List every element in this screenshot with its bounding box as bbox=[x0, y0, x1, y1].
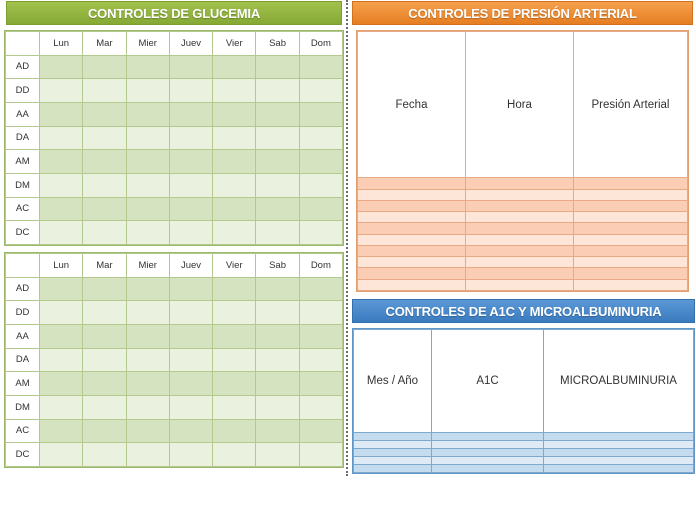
entry-cell[interactable] bbox=[256, 79, 299, 103]
entry-cell[interactable] bbox=[358, 245, 466, 256]
row-label: DA bbox=[6, 348, 40, 372]
entry-cell[interactable] bbox=[126, 102, 169, 126]
entry-cell[interactable] bbox=[213, 443, 256, 467]
table-row bbox=[6, 126, 343, 150]
day-header: Dom bbox=[299, 32, 342, 56]
entry-cell[interactable] bbox=[126, 79, 169, 103]
entry-cell[interactable] bbox=[432, 433, 544, 441]
entry-cell[interactable] bbox=[126, 419, 169, 443]
table-row bbox=[6, 102, 343, 126]
entry-cell[interactable] bbox=[213, 221, 256, 245]
entry-cell[interactable] bbox=[213, 55, 256, 79]
entry-cell[interactable] bbox=[354, 441, 432, 449]
entry-cell[interactable] bbox=[299, 348, 342, 372]
day-header: Mier bbox=[126, 32, 169, 56]
entry-cell[interactable] bbox=[169, 126, 212, 150]
header-row bbox=[354, 330, 694, 433]
entry-cell[interactable] bbox=[40, 150, 83, 174]
entry-cell[interactable] bbox=[213, 395, 256, 419]
table-row bbox=[6, 277, 343, 301]
entry-cell[interactable] bbox=[126, 301, 169, 325]
entry-cell[interactable] bbox=[299, 443, 342, 467]
a1c-title: CONTROLES DE A1C Y MICROALBUMINURIA bbox=[352, 299, 695, 323]
header-row bbox=[358, 32, 688, 178]
entry-cell[interactable] bbox=[466, 257, 574, 268]
row-label: AD bbox=[6, 55, 40, 79]
entry-cell[interactable] bbox=[256, 443, 299, 467]
table-row bbox=[358, 268, 688, 279]
day-header: Juev bbox=[169, 32, 212, 56]
entry-cell[interactable] bbox=[544, 441, 694, 449]
entry-cell[interactable] bbox=[466, 200, 574, 211]
presion-table bbox=[356, 30, 689, 292]
row-label: DC bbox=[6, 443, 40, 467]
entry-cell[interactable] bbox=[574, 234, 688, 245]
entry-cell[interactable] bbox=[256, 419, 299, 443]
table-row bbox=[6, 55, 343, 79]
entry-cell[interactable] bbox=[83, 372, 126, 396]
entry-cell[interactable] bbox=[83, 443, 126, 467]
table-row bbox=[358, 245, 688, 256]
entry-cell[interactable] bbox=[169, 102, 212, 126]
entry-cell[interactable] bbox=[213, 79, 256, 103]
entry-cell[interactable] bbox=[256, 126, 299, 150]
entry-cell[interactable] bbox=[40, 348, 83, 372]
table-row bbox=[6, 372, 343, 396]
entry-cell[interactable] bbox=[40, 102, 83, 126]
entry-cell[interactable] bbox=[83, 221, 126, 245]
entry-cell[interactable] bbox=[299, 150, 342, 174]
row-label: AA bbox=[6, 324, 40, 348]
entry-cell[interactable] bbox=[574, 200, 688, 211]
day-header: Sab bbox=[256, 254, 299, 278]
entry-cell[interactable] bbox=[466, 279, 574, 290]
column-header: Hora bbox=[466, 32, 574, 178]
entry-cell[interactable] bbox=[256, 221, 299, 245]
day-header: Sab bbox=[256, 32, 299, 56]
entry-cell[interactable] bbox=[574, 223, 688, 234]
entry-cell[interactable] bbox=[213, 301, 256, 325]
entry-cell[interactable] bbox=[358, 257, 466, 268]
entry-cell[interactable] bbox=[466, 189, 574, 200]
entry-cell[interactable] bbox=[169, 55, 212, 79]
entry-cell[interactable] bbox=[354, 433, 432, 441]
entry-cell[interactable] bbox=[256, 150, 299, 174]
entry-cell[interactable] bbox=[169, 221, 212, 245]
entry-cell[interactable] bbox=[169, 443, 212, 467]
entry-cell[interactable] bbox=[466, 234, 574, 245]
entry-cell[interactable] bbox=[256, 173, 299, 197]
entry-cell[interactable] bbox=[83, 55, 126, 79]
entry-cell[interactable] bbox=[40, 324, 83, 348]
table-row bbox=[6, 197, 343, 221]
entry-cell[interactable] bbox=[213, 150, 256, 174]
presion-title: CONTROLES DE PRESIÓN ARTERIAL bbox=[352, 1, 693, 25]
entry-cell[interactable] bbox=[299, 55, 342, 79]
entry-cell[interactable] bbox=[40, 395, 83, 419]
entry-cell[interactable] bbox=[169, 419, 212, 443]
entry-cell[interactable] bbox=[299, 79, 342, 103]
row-label: AC bbox=[6, 419, 40, 443]
entry-cell[interactable] bbox=[83, 301, 126, 325]
entry-cell[interactable] bbox=[40, 55, 83, 79]
table-row bbox=[6, 443, 343, 467]
entry-cell[interactable] bbox=[299, 221, 342, 245]
entry-cell[interactable] bbox=[574, 178, 688, 189]
day-header: Mier bbox=[126, 254, 169, 278]
column-header: Mes / Año bbox=[354, 330, 432, 433]
entry-cell[interactable] bbox=[83, 173, 126, 197]
row-label: AM bbox=[6, 150, 40, 174]
entry-cell[interactable] bbox=[40, 173, 83, 197]
entry-cell[interactable] bbox=[466, 268, 574, 279]
entry-cell[interactable] bbox=[83, 348, 126, 372]
day-header: Dom bbox=[299, 254, 342, 278]
entry-cell[interactable] bbox=[83, 150, 126, 174]
entry-cell[interactable] bbox=[574, 268, 688, 279]
entry-cell[interactable] bbox=[358, 279, 466, 290]
entry-cell[interactable] bbox=[126, 197, 169, 221]
glucemia-table-2 bbox=[4, 252, 344, 468]
entry-cell[interactable] bbox=[358, 189, 466, 200]
entry-cell[interactable] bbox=[299, 372, 342, 396]
entry-cell[interactable] bbox=[432, 441, 544, 449]
table-row bbox=[354, 449, 694, 457]
section-divider bbox=[346, 0, 348, 476]
entry-cell[interactable] bbox=[574, 279, 688, 290]
entry-cell[interactable] bbox=[256, 277, 299, 301]
table-row bbox=[6, 150, 343, 174]
entry-cell[interactable] bbox=[432, 449, 544, 457]
entry-cell[interactable] bbox=[354, 457, 432, 465]
day-header: Lun bbox=[40, 254, 83, 278]
table-row bbox=[358, 279, 688, 290]
entry-cell[interactable] bbox=[213, 277, 256, 301]
entry-cell[interactable] bbox=[299, 197, 342, 221]
a1c-table bbox=[352, 328, 695, 474]
entry-cell[interactable] bbox=[83, 324, 126, 348]
entry-cell[interactable] bbox=[432, 465, 544, 473]
entry-cell[interactable] bbox=[40, 221, 83, 245]
entry-cell[interactable] bbox=[358, 268, 466, 279]
entry-cell[interactable] bbox=[299, 277, 342, 301]
entry-cell[interactable] bbox=[432, 457, 544, 465]
row-label: AC bbox=[6, 197, 40, 221]
table-row bbox=[6, 79, 343, 103]
entry-cell[interactable] bbox=[544, 449, 694, 457]
entry-cell[interactable] bbox=[169, 173, 212, 197]
entry-cell[interactable] bbox=[544, 465, 694, 473]
entry-cell[interactable] bbox=[358, 200, 466, 211]
row-label: DA bbox=[6, 126, 40, 150]
entry-cell[interactable] bbox=[126, 324, 169, 348]
entry-cell[interactable] bbox=[126, 126, 169, 150]
entry-cell[interactable] bbox=[213, 372, 256, 396]
row-label: AM bbox=[6, 372, 40, 396]
entry-cell[interactable] bbox=[213, 126, 256, 150]
entry-cell[interactable] bbox=[83, 197, 126, 221]
entry-cell[interactable] bbox=[169, 150, 212, 174]
day-header: Juev bbox=[169, 254, 212, 278]
column-header: Fecha bbox=[358, 32, 466, 178]
entry-cell[interactable] bbox=[169, 348, 212, 372]
table-row bbox=[358, 189, 688, 200]
table-row bbox=[358, 212, 688, 223]
table-row bbox=[354, 433, 694, 441]
row-label: AA bbox=[6, 102, 40, 126]
table-row bbox=[358, 200, 688, 211]
column-header: MICROALBUMINURIA bbox=[544, 330, 694, 433]
table-row bbox=[358, 234, 688, 245]
entry-cell[interactable] bbox=[299, 419, 342, 443]
entry-cell[interactable] bbox=[126, 173, 169, 197]
entry-cell[interactable] bbox=[169, 197, 212, 221]
day-header: Vier bbox=[213, 32, 256, 56]
entry-cell[interactable] bbox=[299, 173, 342, 197]
entry-cell[interactable] bbox=[256, 324, 299, 348]
header-row bbox=[6, 32, 343, 56]
table-row bbox=[6, 348, 343, 372]
entry-cell[interactable] bbox=[169, 79, 212, 103]
entry-cell[interactable] bbox=[169, 372, 212, 396]
entry-cell[interactable] bbox=[126, 221, 169, 245]
table-row bbox=[6, 173, 343, 197]
corner-cell bbox=[6, 254, 40, 278]
day-header: Lun bbox=[40, 32, 83, 56]
day-header: Mar bbox=[83, 254, 126, 278]
entry-cell[interactable] bbox=[40, 79, 83, 103]
entry-cell[interactable] bbox=[83, 126, 126, 150]
entry-cell[interactable] bbox=[256, 395, 299, 419]
table-row bbox=[6, 324, 343, 348]
day-header: Vier bbox=[213, 254, 256, 278]
table-row bbox=[358, 257, 688, 268]
entry-cell[interactable] bbox=[126, 55, 169, 79]
table-row bbox=[354, 465, 694, 473]
glucemia-table-1 bbox=[4, 30, 344, 246]
entry-cell[interactable] bbox=[256, 348, 299, 372]
entry-cell[interactable] bbox=[126, 150, 169, 174]
entry-cell[interactable] bbox=[126, 395, 169, 419]
entry-cell[interactable] bbox=[126, 372, 169, 396]
row-label: AD bbox=[6, 277, 40, 301]
entry-cell[interactable] bbox=[169, 301, 212, 325]
entry-cell[interactable] bbox=[256, 372, 299, 396]
row-label: DM bbox=[6, 173, 40, 197]
entry-cell[interactable] bbox=[299, 395, 342, 419]
row-label: DM bbox=[6, 395, 40, 419]
entry-cell[interactable] bbox=[83, 79, 126, 103]
row-label: DC bbox=[6, 221, 40, 245]
entry-cell[interactable] bbox=[574, 189, 688, 200]
entry-cell[interactable] bbox=[574, 257, 688, 268]
entry-cell[interactable] bbox=[544, 433, 694, 441]
entry-cell[interactable] bbox=[574, 212, 688, 223]
entry-cell[interactable] bbox=[40, 443, 83, 467]
table-row bbox=[358, 178, 688, 189]
entry-cell[interactable] bbox=[574, 245, 688, 256]
entry-cell[interactable] bbox=[40, 301, 83, 325]
entry-cell[interactable] bbox=[299, 301, 342, 325]
entry-cell[interactable] bbox=[466, 223, 574, 234]
entry-cell[interactable] bbox=[213, 102, 256, 126]
glucemia-title: CONTROLES DE GLUCEMIA bbox=[6, 1, 342, 25]
entry-cell[interactable] bbox=[83, 395, 126, 419]
table-row bbox=[354, 457, 694, 465]
entry-cell[interactable] bbox=[213, 348, 256, 372]
entry-cell[interactable] bbox=[466, 178, 574, 189]
entry-cell[interactable] bbox=[354, 465, 432, 473]
entry-cell[interactable] bbox=[466, 245, 574, 256]
entry-cell[interactable] bbox=[40, 372, 83, 396]
entry-cell[interactable] bbox=[358, 178, 466, 189]
entry-cell[interactable] bbox=[358, 223, 466, 234]
entry-cell[interactable] bbox=[169, 277, 212, 301]
entry-cell[interactable] bbox=[256, 102, 299, 126]
table-row bbox=[358, 223, 688, 234]
entry-cell[interactable] bbox=[40, 197, 83, 221]
entry-cell[interactable] bbox=[299, 126, 342, 150]
entry-cell[interactable] bbox=[126, 348, 169, 372]
row-label: DD bbox=[6, 79, 40, 103]
entry-cell[interactable] bbox=[466, 212, 574, 223]
table-row bbox=[6, 221, 343, 245]
entry-cell[interactable] bbox=[126, 277, 169, 301]
corner-cell bbox=[6, 32, 40, 56]
entry-cell[interactable] bbox=[256, 197, 299, 221]
entry-cell[interactable] bbox=[544, 457, 694, 465]
column-header: A1C bbox=[432, 330, 544, 433]
row-label: DD bbox=[6, 301, 40, 325]
entry-cell[interactable] bbox=[83, 102, 126, 126]
entry-cell[interactable] bbox=[213, 197, 256, 221]
table-row bbox=[6, 419, 343, 443]
entry-cell[interactable] bbox=[83, 277, 126, 301]
entry-cell[interactable] bbox=[169, 395, 212, 419]
entry-cell[interactable] bbox=[299, 324, 342, 348]
entry-cell[interactable] bbox=[354, 449, 432, 457]
table-row bbox=[354, 441, 694, 449]
entry-cell[interactable] bbox=[169, 324, 212, 348]
day-header: Mar bbox=[83, 32, 126, 56]
entry-cell[interactable] bbox=[40, 277, 83, 301]
entry-cell[interactable] bbox=[83, 419, 126, 443]
entry-cell[interactable] bbox=[126, 443, 169, 467]
entry-cell[interactable] bbox=[213, 324, 256, 348]
entry-cell[interactable] bbox=[256, 301, 299, 325]
table-row bbox=[6, 395, 343, 419]
entry-cell[interactable] bbox=[40, 419, 83, 443]
column-header: Presión Arterial bbox=[574, 32, 688, 178]
entry-cell[interactable] bbox=[213, 419, 256, 443]
header-row bbox=[6, 254, 343, 278]
entry-cell[interactable] bbox=[358, 234, 466, 245]
entry-cell[interactable] bbox=[213, 173, 256, 197]
table-row bbox=[6, 301, 343, 325]
entry-cell[interactable] bbox=[40, 126, 83, 150]
entry-cell[interactable] bbox=[358, 212, 466, 223]
entry-cell[interactable] bbox=[256, 55, 299, 79]
entry-cell[interactable] bbox=[299, 102, 342, 126]
